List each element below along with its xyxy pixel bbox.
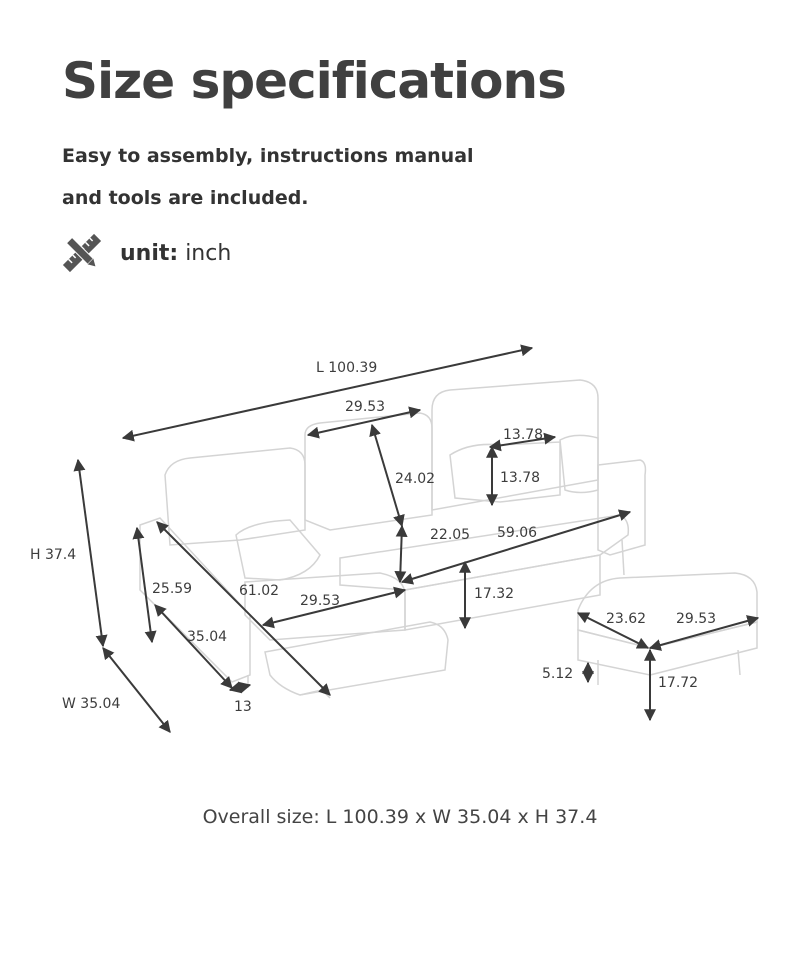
height-label: H 37.4 bbox=[30, 547, 77, 563]
height-dimension-line bbox=[78, 460, 103, 646]
seat-length-label: 59.06 bbox=[497, 525, 538, 541]
width-dimension-line bbox=[103, 648, 170, 732]
pillow-width-label: 13.78 bbox=[503, 427, 544, 443]
pillow-height-label: 13.78 bbox=[500, 470, 541, 486]
arm-depth-line bbox=[155, 605, 232, 688]
ruler-pencil-icon bbox=[62, 233, 102, 273]
sofa-dimension-diagram bbox=[0, 330, 800, 770]
page-title: Size specifications bbox=[62, 52, 566, 110]
ottoman-height-label: 17.72 bbox=[658, 675, 699, 691]
dimension-labels bbox=[30, 360, 716, 715]
seat-depth-line bbox=[400, 526, 402, 582]
chaise-width-label: 29.53 bbox=[300, 593, 341, 609]
overall-size-caption: Overall size: L 100.39 x W 35.04 x H 37.4 bbox=[202, 806, 598, 828]
seat-height-label: 17.32 bbox=[474, 586, 515, 602]
subtitle-line-1: Easy to assembly, instructions manual bbox=[62, 145, 474, 167]
width-label: W 35.04 bbox=[62, 696, 121, 712]
unit-row bbox=[62, 233, 231, 273]
arm-height-label: 25.59 bbox=[152, 581, 193, 597]
ottoman-leg-label: 5.12 bbox=[542, 666, 574, 682]
subtitle-line-2: and tools are included. bbox=[62, 187, 309, 209]
leg-height-line bbox=[230, 685, 250, 690]
arm-depth-label: 35.04 bbox=[187, 629, 228, 645]
back-height-label: 24.02 bbox=[395, 471, 436, 487]
unit-label: unit: inch bbox=[120, 240, 232, 266]
ottoman-width-label: 29.53 bbox=[676, 611, 717, 627]
chaise-length-label: 61.02 bbox=[239, 583, 280, 599]
seat-length-line bbox=[402, 512, 630, 582]
leg-height-label: 13 bbox=[234, 699, 252, 715]
seat-depth-label: 22.05 bbox=[430, 527, 471, 543]
headrest-width-label: 29.53 bbox=[345, 399, 386, 415]
ottoman-depth-label: 23.62 bbox=[606, 611, 647, 627]
length-label: L 100.39 bbox=[316, 360, 378, 376]
